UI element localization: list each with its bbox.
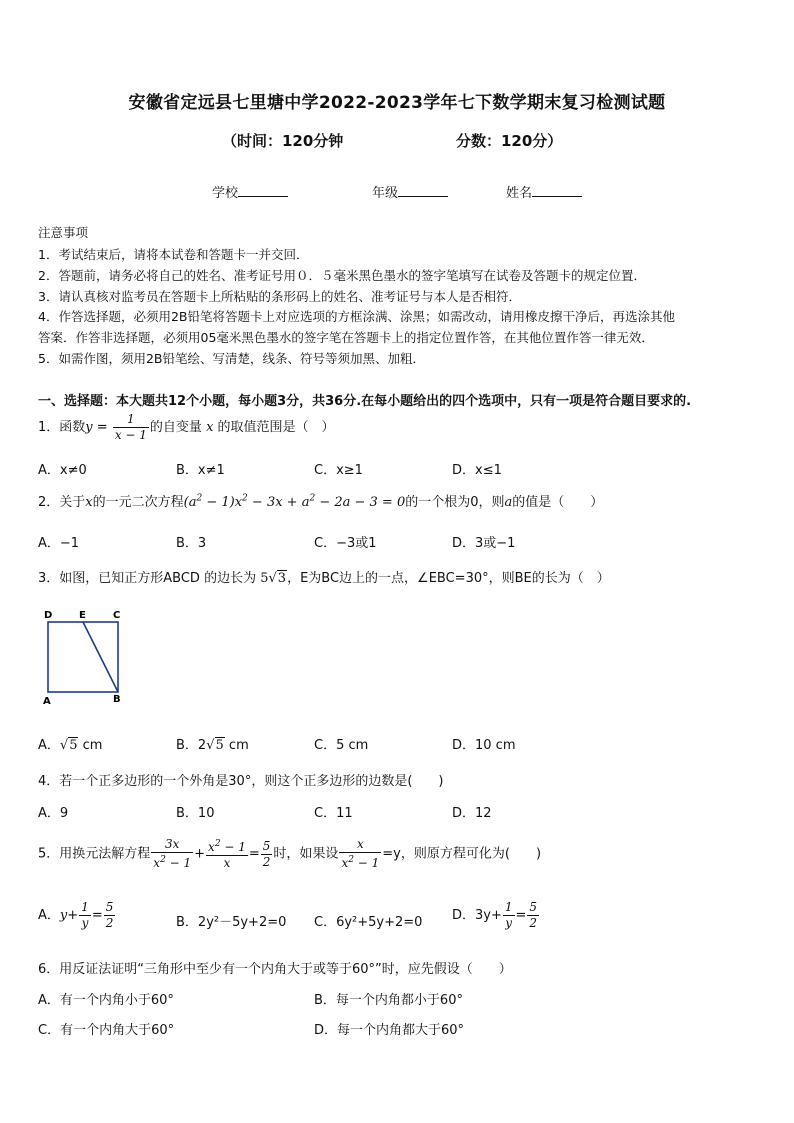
exam-title: 安徽省定远县七里塘中学2022-2023学年七下数学期末复习检测试题 [128, 93, 666, 113]
q2-option-d: D．3或−1 [452, 536, 516, 551]
notes-heading: 注意事项 [38, 225, 89, 240]
note-item: 1．考试结束后，请将本试卷和答题卡一并交回． [38, 247, 309, 262]
grade-field: 年级 [372, 182, 448, 201]
q3-option-c: C．5 cm [314, 738, 369, 753]
q3-option-b: B．2√5 cm [176, 738, 249, 753]
square-figure [38, 606, 130, 706]
q5-option-d: D．3y+ $\frac{1}{y}$ = $\frac{5}{2}$ [452, 900, 538, 930]
note-item: 2．答题前，请务必将自己的姓名、准考证号用０．５毫米黑色墨水的签字笔填写在试卷及答题卡的规定位置． [38, 268, 646, 283]
section-heading: 一、选择题：本大题共12个小题，每小题3分，共36分.在每小题给出的四个选项中，只有一项是符合题目要求的. [38, 394, 692, 409]
q3-option-d: D．10 cm [452, 738, 516, 753]
q5-option-b: B．2y²－5y+2=0 [176, 915, 287, 930]
question-4: 4．若一个正多边形的一个外角是30°，则这个正多边形的边数是( ) [38, 774, 444, 789]
q1-option-b: B．x≠1 [176, 463, 225, 478]
note-item: 5．如需作图，须用2B铅笔绘、写清楚，线条、符号等须加黑、加粗． [38, 351, 425, 366]
q4-option-a: A．9 [38, 806, 69, 821]
q2-option-b: B．3 [176, 536, 207, 551]
q2-option-c: C．−3或1 [314, 536, 377, 551]
note-item: 3．请认真核对监考员在答题卡上所粘贴的条形码上的姓名、准考证号与本人是否相符． [38, 289, 521, 304]
q3-option-a: A．√5 cm [38, 738, 103, 753]
q1-option-c: C．x≥1 [314, 463, 363, 478]
label-b: B [113, 694, 121, 705]
q5-option-a: A．y+ $\frac{1}{y}$ = $\frac{5}{2}$ [38, 900, 114, 930]
label-a: A [43, 696, 51, 706]
exam-time: （时间：120分钟 [222, 132, 344, 150]
note-item: 答案．作答非选择题，必须用05毫米黑色墨水的签字笔在答题卡上的指定位置作答，在其他位置作答一律无效． [38, 330, 654, 345]
label-c: C [113, 610, 121, 621]
segment-be [83, 622, 118, 692]
q6-option-c: C．有一个内角大于60° [38, 1023, 175, 1038]
q1-option-d: D．x≤1 [452, 463, 502, 478]
q6-option-d: D．每一个内角都大于60° [314, 1023, 465, 1038]
q2-option-a: A．−1 [38, 536, 80, 551]
q6-option-a: A．有一个内角小于60° [38, 993, 174, 1008]
label-e: E [79, 610, 86, 621]
exam-score: 分数：120分） [456, 132, 563, 150]
question-2: 2．关于x的一元二次方程$(a^2 - 1)x^2 - 3x + a^2 - 2a - 3 = 0$的一个根为0，则a的值是（ ） [38, 493, 604, 510]
question-3: 3．如图，已知正方形ABCD 的边长为 5√3，E为BC边上的一点，∠EBC=30°，则BE的长为（ ） [38, 571, 610, 586]
name-field: 姓名 [506, 182, 582, 201]
question-1: 1．函数y = $\frac{1}{x - 1}$ 的自变量 x 的取值范围是（ ） [38, 412, 335, 442]
question-6: 6．用反证法证明“三角形中至少有一个内角大于或等于60°”时，应先假设（ ） [38, 962, 512, 977]
note-item: 4．作答选择题，必须用2B铅笔将答题卡上对应选项的方框涂满、涂黑；如需改动，请用橡皮擦干净后，再选涂其他 [38, 309, 675, 324]
q1-option-a: A．x≠0 [38, 463, 87, 478]
q4-option-b: B．10 [176, 806, 215, 821]
q6-option-b: B．每一个内角都小于60° [314, 993, 463, 1008]
q4-option-c: C．11 [314, 806, 353, 821]
square-abcd [48, 622, 118, 692]
school-field: 学校 [212, 182, 288, 201]
question-5: 5．用换元法解方程 $\frac{3x}{x^2 - 1}$ + $\frac{x^2 - 1}{x}$ = $\frac{5}{2}$ 时，如果设 $\frac{x}{x^2 - 1}$ =y，则原方程可化为( ) [38, 837, 542, 870]
label-d: D [44, 610, 53, 621]
q5-option-c: C．6y²+5y+2=0 [314, 915, 423, 930]
q4-option-d: D．12 [452, 806, 492, 821]
